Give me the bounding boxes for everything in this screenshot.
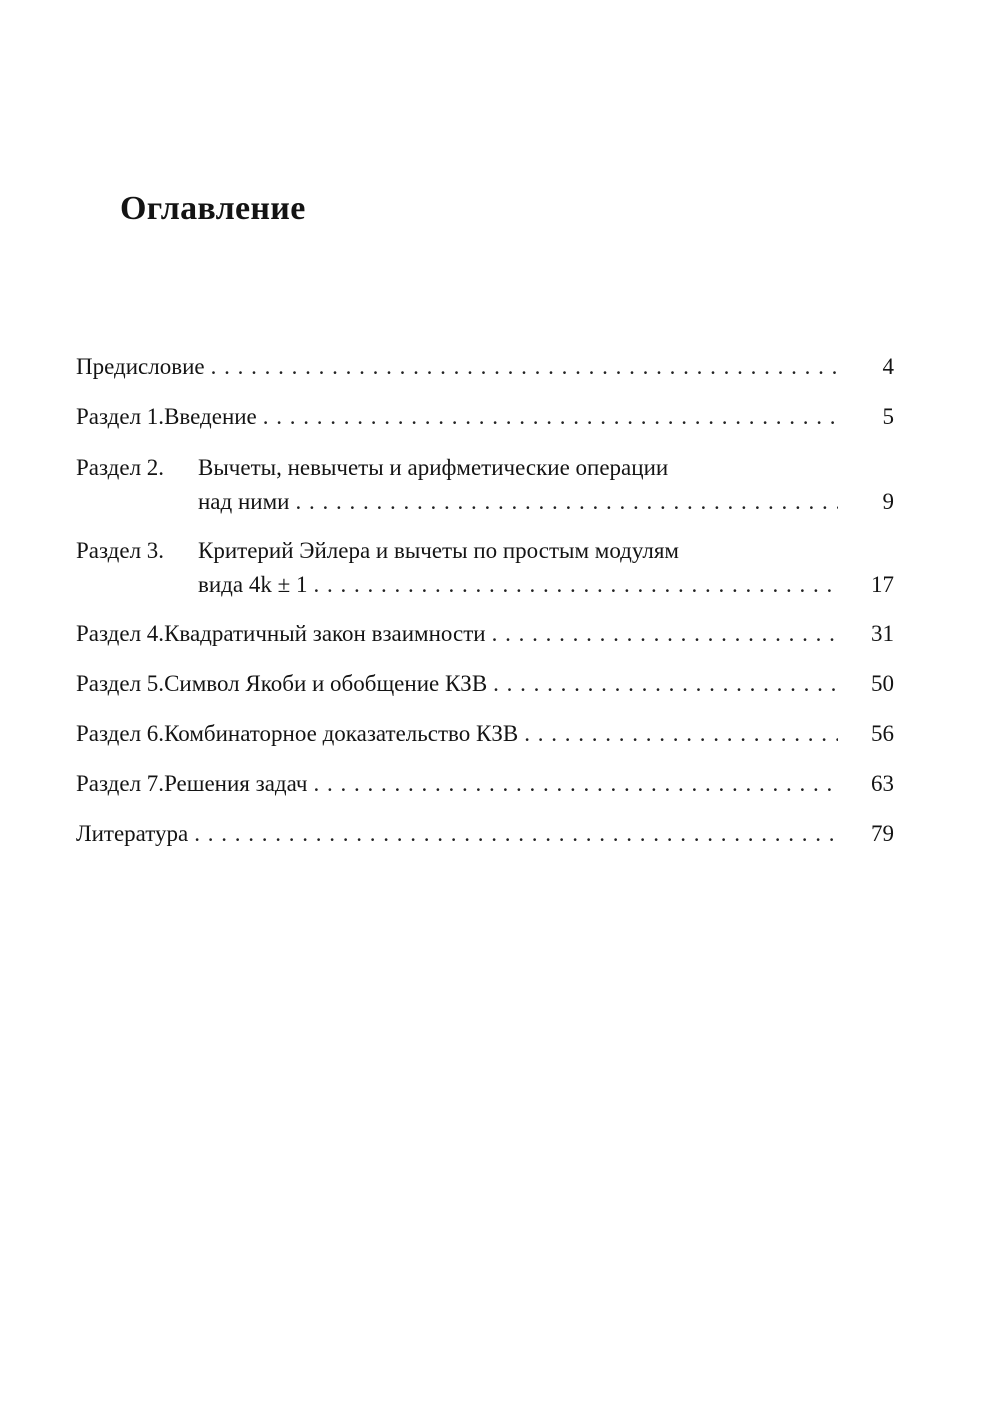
toc-entry-section-4 [76, 617, 894, 651]
toc-title: Оглавление [120, 190, 306, 227]
dot-leader [211, 350, 838, 384]
toc-entry-prefix: Раздел 5. [76, 671, 165, 696]
dot-leader [295, 485, 838, 519]
dot-leader [194, 817, 838, 851]
toc-entry-label: над ними [198, 489, 290, 514]
toc-entry-section-2 [76, 451, 894, 519]
toc-entry-preface [76, 350, 894, 384]
toc-entry-label: Квадратичный закон взаимности [164, 621, 486, 646]
toc-entry-title-line: Вычеты, невычеты и арифметические операции [198, 455, 669, 480]
dot-leader [313, 767, 838, 801]
toc-entry-label: Введение [164, 404, 257, 429]
toc-entry-label: Литература [76, 821, 189, 846]
toc-entry-section-7 [76, 767, 894, 801]
toc-entry-page: 31 [871, 621, 894, 646]
toc-entry-label: Предисловие [76, 354, 205, 379]
dot-leader [263, 400, 838, 434]
toc-entry-section-5 [76, 667, 894, 701]
dot-leader [492, 617, 838, 651]
toc-entry-bibliography [76, 817, 894, 851]
toc-entry-page: 56 [871, 721, 894, 746]
toc-entry-title-line: Критерий Эйлера и вычеты по простым модулям [198, 538, 679, 563]
toc-entry-prefix: Раздел 2. [76, 455, 165, 480]
toc-entry-label: вида 4k ± 1 [198, 572, 308, 597]
toc-entry-section-3 [76, 534, 894, 602]
toc-entry-label: Символ Якоби и обобщение КЗВ [164, 671, 488, 696]
toc-entry-page: 50 [871, 671, 894, 696]
toc-entry-page: 9 [882, 489, 894, 514]
toc-entry-page: 4 [882, 354, 894, 379]
dot-leader [313, 568, 838, 602]
toc-entry-page: 17 [871, 572, 894, 597]
dot-leader [493, 667, 838, 701]
dot-leader [524, 717, 838, 751]
toc-entry-prefix: Раздел 3. [76, 538, 165, 563]
toc-entry-page: 5 [882, 404, 894, 429]
toc-entry-label: Решения задач [164, 771, 308, 796]
toc-entry-prefix: Раздел 6. [76, 721, 165, 746]
toc-entry-prefix: Раздел 1. [76, 404, 165, 429]
toc-entry-page: 63 [871, 771, 894, 796]
toc-entry-section-6 [76, 717, 894, 751]
toc-entry-page: 79 [871, 821, 894, 846]
toc-entry-section-1 [76, 400, 894, 434]
toc-entry-prefix: Раздел 7. [76, 771, 165, 796]
toc-entry-label: Комбинаторное доказательство КЗВ [164, 721, 519, 746]
toc-entry-prefix: Раздел 4. [76, 621, 165, 646]
